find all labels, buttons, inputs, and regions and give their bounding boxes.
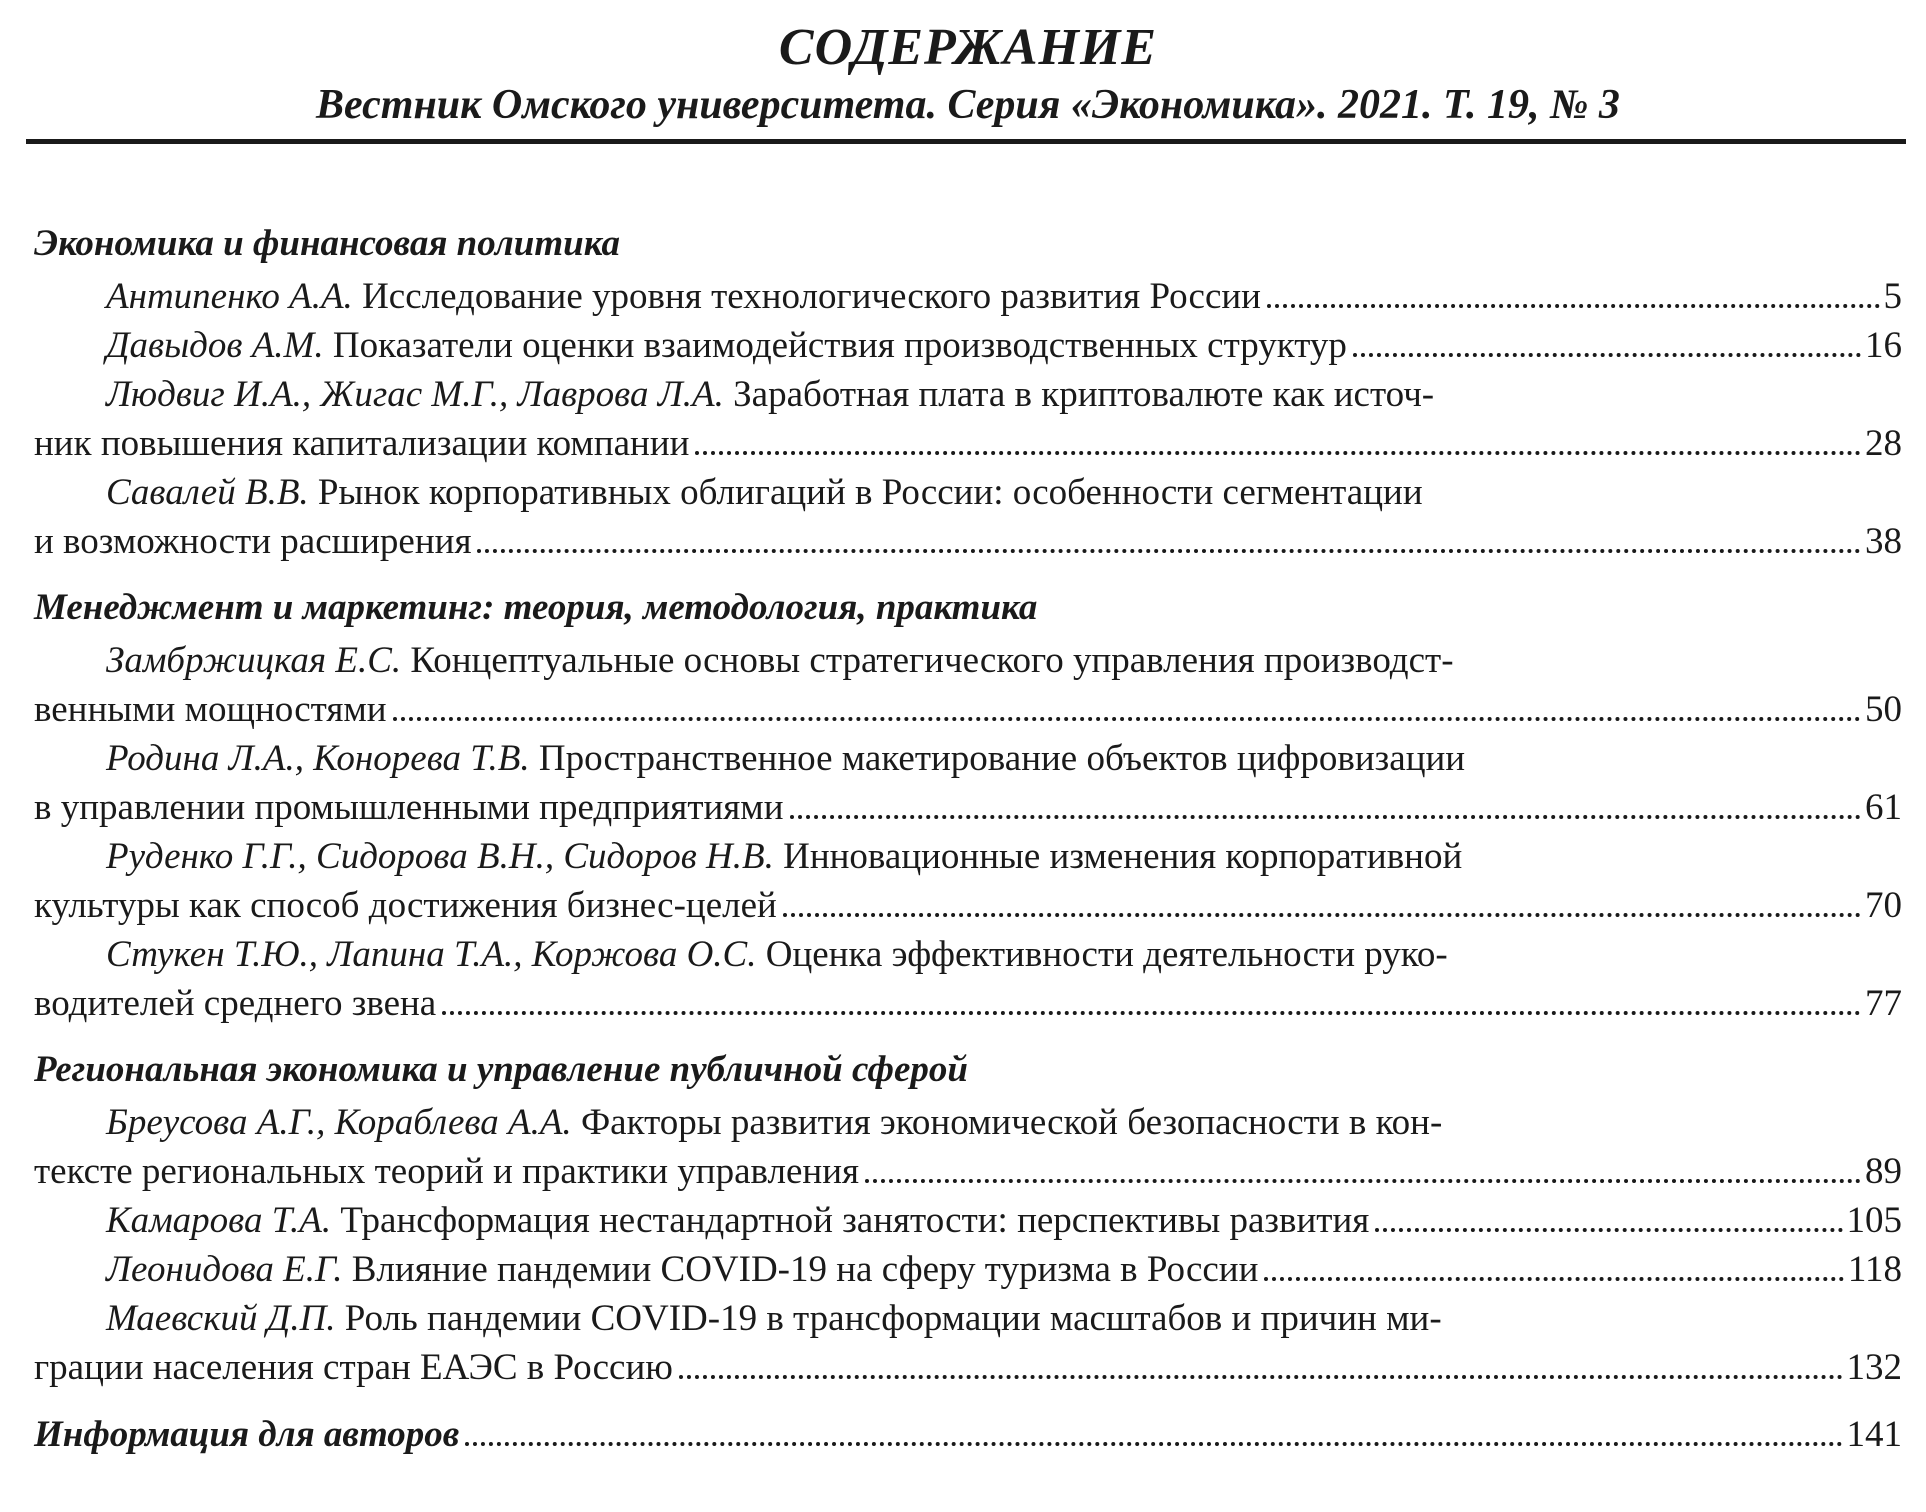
entry-first-text [106,934,1448,975]
entry-first-line [34,734,1902,783]
toc-entry[interactable] [34,1245,1902,1294]
entry-page-number: 16 [1865,325,1902,366]
toc-entry[interactable] [34,1196,1902,1245]
entry-first-line [34,1196,1902,1245]
entry-first-text [106,640,1454,681]
page-title: СОДЕРЖАНИЕ [778,19,1158,76]
entry-title: Инновационные изменения корпоративной [773,836,1463,877]
entry-second-line [34,1147,1902,1196]
entry-title: Факторы развития экономической безопасности в кон- [571,1102,1443,1143]
entry-page-number: 28 [1865,423,1902,464]
entry-page-number: 77 [1865,983,1902,1024]
entry-first-line [34,468,1902,517]
toc-entry[interactable] [34,321,1902,370]
entry-first-text [106,272,1267,321]
dot-leader [695,451,1861,455]
entry-title: Концептуальные основы стратегического управления производст- [401,640,1454,681]
entry-author: Руденко Г.Г., Сидорова В.Н., Сидоров Н.В. [106,836,774,877]
final-entry-page: 141 [1846,1414,1902,1455]
dot-leader [477,549,1861,553]
toc-entry[interactable] [34,370,1902,468]
dot-leader [1267,304,1880,308]
entry-first-text [106,1102,1442,1143]
toc-section [34,220,1902,566]
entry-title-continued: тексте региональных теорий и практики управления [34,1151,860,1192]
entry-page-number: 5 [1883,276,1902,317]
entry-author: Камарова Т.А. [106,1200,332,1241]
entry-first-text [106,374,1434,415]
entry-title-continued: ник повышения капитализации компании [34,423,690,464]
header-rule [26,139,1906,144]
entry-first-text [106,1298,1442,1339]
entry-title-continued: и возможности расширения [34,521,472,562]
entry-first-text [106,321,1353,370]
entry-second-line [34,517,1902,566]
dot-leader [1264,1277,1843,1281]
section-title: Менеджмент и маркетинг: теория, методология, практика [34,587,1038,628]
entry-first-line [34,370,1902,419]
entry-author: Маевский Д.П. [106,1298,336,1339]
dot-leader [1353,353,1861,357]
entry-second-line [34,419,1902,468]
toc-entry[interactable] [34,1098,1902,1196]
entry-title-continued: водителей среднего звена [34,983,437,1024]
entry-second-line [34,783,1902,832]
entry-title: Оценка эффективности деятельности руко- [756,934,1448,975]
entry-author: Давыдов А.М. [106,325,324,366]
dot-leader [465,1442,1842,1446]
entry-author: Антипенко А.А. [106,276,353,317]
toc-entry[interactable] [34,636,1902,734]
entry-title-continued: венными мощностями [34,689,387,730]
entry-title-continued: культуры как способ достижения бизнес-целей [34,885,777,926]
toc-section [34,1046,1902,1392]
dot-leader [1375,1228,1842,1232]
entry-first-line [34,1294,1902,1343]
dot-leader [679,1375,1843,1379]
entry-first-line [34,1245,1902,1294]
entry-author: Бреусова А.Г., Кораблева А.А. [106,1102,572,1143]
entry-first-text [106,836,1462,877]
section-title: Региональная экономика и управление публичной сферой [34,1049,968,1090]
entry-title: Трансформация нестандартной занятости: перспективы развития [331,1200,1370,1241]
toc-entry[interactable] [34,930,1902,1028]
entry-page-number: 38 [1865,521,1902,562]
dot-leader [790,815,1861,819]
entry-title-continued: грации населения стран ЕАЭС в Россию [34,1347,673,1388]
entry-first-line [34,636,1902,685]
entry-first-text [106,1196,1375,1245]
entry-author: Людвиг И.А., Жигас М.Г., Лаврова Л.А. [106,374,724,415]
entry-page-number: 61 [1865,787,1902,828]
entry-first-line [34,321,1902,370]
dot-leader [865,1179,1861,1183]
dot-leader [393,717,1861,721]
entry-title: Влияние пандемии COVID-19 на сферу туризма в России [342,1249,1259,1290]
toc-entry[interactable] [34,832,1902,930]
section-title: Экономика и финансовая политика [34,223,621,264]
final-entry-title: Информация для авторов [34,1414,460,1455]
entry-title: Пространственное макетирование объектов цифровизации [529,738,1466,779]
entry-page-number: 50 [1865,689,1902,730]
entry-author: Савалей В.В. [106,472,309,513]
entry-title: Заработная плата в криптовалюте как источ- [723,374,1435,415]
entry-first-text [106,738,1465,779]
entry-page-number: 105 [1846,1200,1902,1241]
entry-first-line [34,1098,1902,1147]
entry-second-line [34,979,1902,1028]
entry-first-text [106,472,1423,513]
entry-author: Стукен Т.Ю., Лапина Т.А., Коржова О.С. [106,934,757,975]
entry-author: Родина Л.А., Конорева Т.В. [106,738,530,779]
entry-first-line [34,832,1902,881]
entry-page-number: 89 [1865,1151,1902,1192]
dot-leader [442,1011,1861,1015]
entry-title: Рынок корпоративных облигаций в России: особенности сегментации [308,472,1423,513]
dot-leader [783,913,1861,917]
entry-title: Роль пандемии COVID-19 в трансформации масштабов и причин ми- [335,1298,1442,1339]
entry-first-line [34,930,1902,979]
toc-entry[interactable] [34,468,1902,566]
toc-entry[interactable] [34,272,1902,321]
entry-page-number: 70 [1865,885,1902,926]
entry-first-line [34,272,1902,321]
entry-second-line [34,685,1902,734]
final-entry[interactable] [34,1410,1902,1459]
table-of-contents [34,220,1902,1392]
entry-first-text [106,1245,1264,1294]
entry-second-line [34,1343,1902,1392]
toc-entry[interactable] [34,734,1902,832]
toc-entry[interactable] [34,1294,1902,1392]
entry-page-number: 132 [1846,1347,1902,1388]
toc-section [34,584,1902,1028]
entry-title: Показатели оценки взаимодействия производственных структур [323,325,1347,366]
entry-author: Замбржицкая Е.С. [106,640,402,681]
header [34,16,1902,144]
journal-subtitle: Вестник Омского университета. Серия «Экономика». 2021. Т. 19, № 3 [316,82,1620,128]
entry-page-number: 118 [1847,1249,1902,1290]
entry-author: Леонидова Е.Г. [106,1249,343,1290]
entry-title-continued: в управлении промышленными предприятиями [34,787,784,828]
entry-second-line [34,881,1902,930]
entry-title: Исследование уровня технологического развития России [352,276,1261,317]
